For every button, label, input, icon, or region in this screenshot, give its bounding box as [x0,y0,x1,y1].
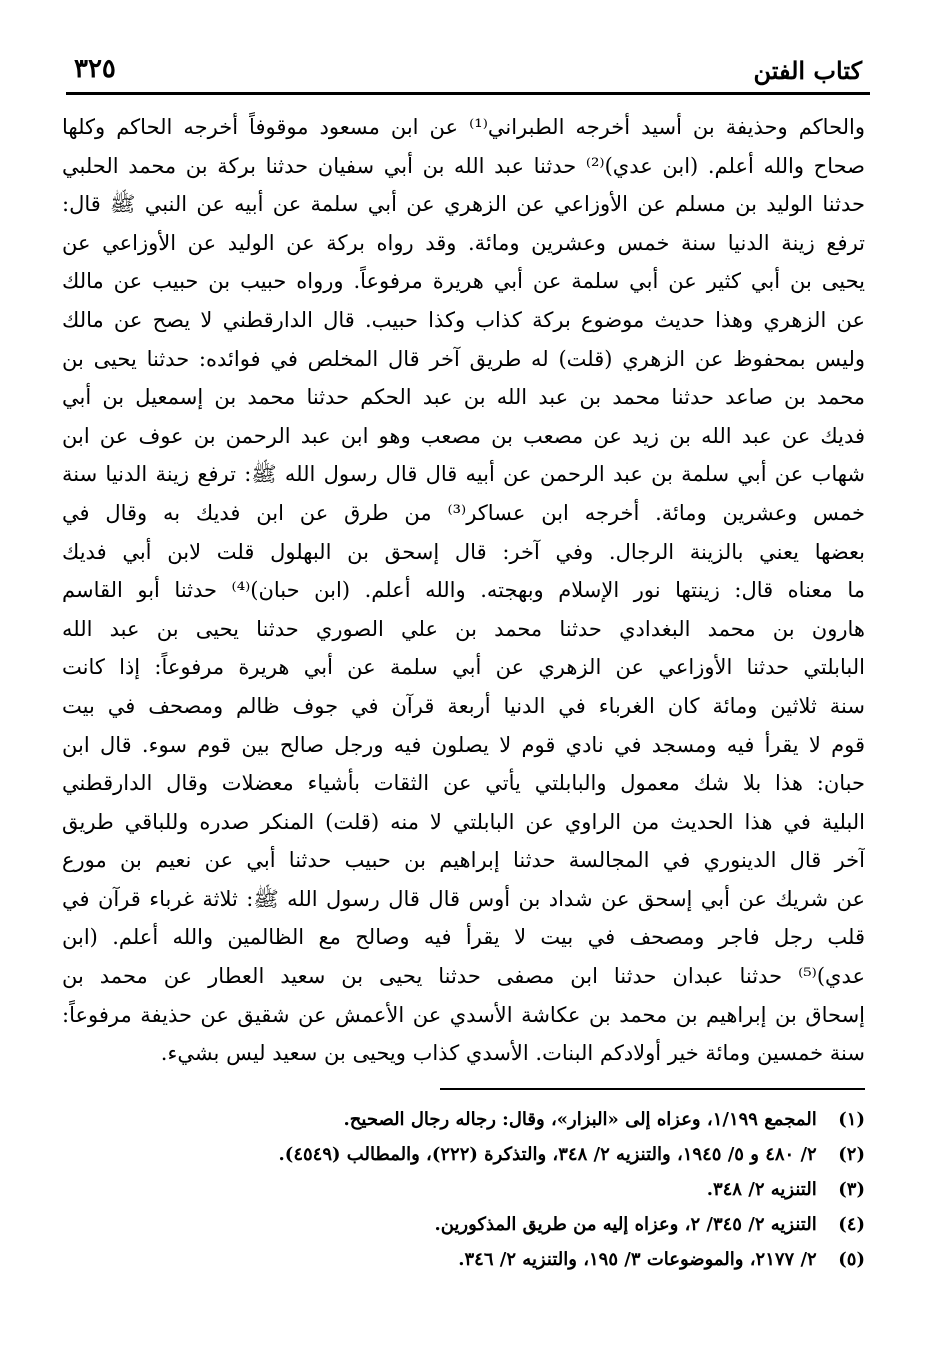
main-text [62,108,865,1073]
footnote-number: (٣) [838,1179,865,1200]
footnote-number: (٥) [838,1249,865,1270]
footnote [120,1207,865,1242]
text-line: ما معناه قال: زينتها نور الإسلام وبهجته. والله أعلم. (ابن حبان)⁽⁴⁾ حدثنا أبو القاسم [62,578,865,603]
footnote [120,1242,865,1277]
text-line: صحاح والله أعلم. (ابن عدي)⁽²⁾ حدثنا عبد الله بن أبي سفيان حدثنا بركة بن محمد الحلبي [62,153,865,178]
text-line: ترفع زينة الدنيا سنة خمس وعشرين ومائة. وقد رواه بركة عن الوليد عن الأوزاعي عن [62,230,865,255]
text-line: البابلتي حدثنا الأوزاعي عن الزهري عن أبي سلمة عن أبي هريرة مرفوعاً: إذا كانت [62,655,865,680]
text-line: خمس وعشرين ومائة. أخرجه ابن عساكر⁽³⁾ من طرق عن ابن فديك به وقال في [62,500,865,525]
footnotes [120,1102,865,1277]
text-line: وليس بمحفوظ عن الزهري (قلت) له طريق آخر قال المخلص في فوائده: حدثنا يحيى بن [62,346,865,371]
text-line: إسحاق بن إبراهيم بن محمد بن عكاشة الأسدي عن الأعمش عن شقيق عن حذيفة مرفوعاً: [62,1002,865,1027]
footnote-number: (٢) [838,1144,865,1165]
footnote-number: (٤) [838,1214,865,1235]
page-number: ٣٢٥ [74,54,116,84]
footnote-text: التنزيه ٢/ ٣٤٥/ ٢، وعزاه إليه من طريق المذكورين. [434,1214,817,1235]
chapter-title: كتاب الفتن [753,56,862,85]
footnote-text: التنزيه ٢/ ٣٤٨. [706,1179,817,1200]
text-line: حبان: هذا بلا شك معمول والبابلتي يأتي عن الثقات بأشياء معضلات وقال الدارقطني [62,771,865,796]
text-line: قلب رجل فاجر ومصحف في بيت لا يقرأ فيه وصالح مع الظالمين والله أعلم. (ابن [62,925,865,950]
page-header [74,52,862,92]
text-line: عن الزهري وهذا حديث موضوع بركة كذاب وكذا حبيب. قال الدارقطني لا يصح عن مالك [62,307,865,332]
header-divider [66,92,870,95]
text-line: آخر قال الدينوري في المجالسة حدثنا إبراهيم بن حبيب حدثنا أبي عن نعيم بن مورع [62,848,865,873]
text-line: يحيى بن أبي كثير عن أبي سلمة عن أبي هريرة مرفوعاً. ورواه حبيب بن حبيب عن مالك [62,269,865,294]
text-line: حدثنا الوليد بن مسلم عن الأوزاعي عن الزهري عن أبي سلمة عن أبيه عن النبي ﷺ قال: [62,192,865,217]
footnote [120,1137,865,1172]
footnote-number: (١) [838,1109,865,1130]
footnote [120,1102,865,1137]
text-line: عدي)⁽⁵⁾ حدثنا عبدان حدثنا ابن مصفى حدثنا يحيى بن سعيد العطار عن محمد بن [62,964,865,989]
text-line: شهاب عن أبي سلمة بن عبد الرحمن عن أبيه قال قال رسول الله ﷺ: ترفع زينة الدنيا سنة [62,462,865,487]
text-line: قوم لا يقرأ فيه ومسجد في نادي قوم لا يصلون فيه ورجل صالح بين قوم سوء. قال ابن [62,732,865,757]
footnote-divider [440,1088,865,1090]
text-line: والحاكم وحذيفة بن أسيد أخرجه الطبراني⁽¹⁾ عن ابن مسعود موقوفاً أخرجه الحاكم وكلها [62,115,865,139]
text-line: سنة ثلاثين ومائة كان الغرباء في الدنيا أربعة قرآن في جوف ظالم ومصحف في بيت [62,693,865,718]
footnote-text: ٢/ ٢١٧٧، والموضوعات ٣/ ١٩٥، والتنزيه ٢/ ٣٤٦. [458,1249,817,1270]
text-line: هارون بن محمد البغدادي حدثنا محمد بن علي الصوري حدثنا يحيى بن عبد الله [62,616,865,641]
footnote-text: المجمع ١/١٩٩، وعزاه إلى «البزار»، وقال: رجاله رجال الصحيح. [343,1109,817,1130]
footnote-text: ٢/ ٤٨٠ و ٥/ ١٩٤٥، والتنزيه ٢/ ٣٤٨، والتذكرة (٢٢٢)، والمطالب (٤٥٤٩). [278,1144,817,1165]
text-line: محمد بن صاعد حدثنا محمد بن عبد الله بن عبد الحكم حدثنا محمد بن إسمعيل بن أبي [62,385,865,410]
text-line: فديك عن عبد الله بن زيد عن مصعب بن مصعب وهو ابن عبد الرحمن بن عوف عن ابن [62,423,865,448]
footnote [120,1172,865,1207]
text-line: سنة خمسين ومائة خير أولادكم البنات. الأسدي كذاب ويحيى بن سعيد ليس بشيء. [160,1041,865,1066]
text-line: عن شريك عن أبي إسحق عن شداد بن أوس قال قال رسول الله ﷺ: ثلاثة غرباء قرآن في [62,886,865,911]
text-line: البلية في هذا الحديث من الراوي عن البابلتي لا منه (قلت) المنكر صدره وللباقي طريق [62,809,865,834]
text-line: بعضها يعني بالزينة الرجال. وفي آخر: قال إسحق بن البهلول قلت لابن أبي فديك [62,539,865,564]
